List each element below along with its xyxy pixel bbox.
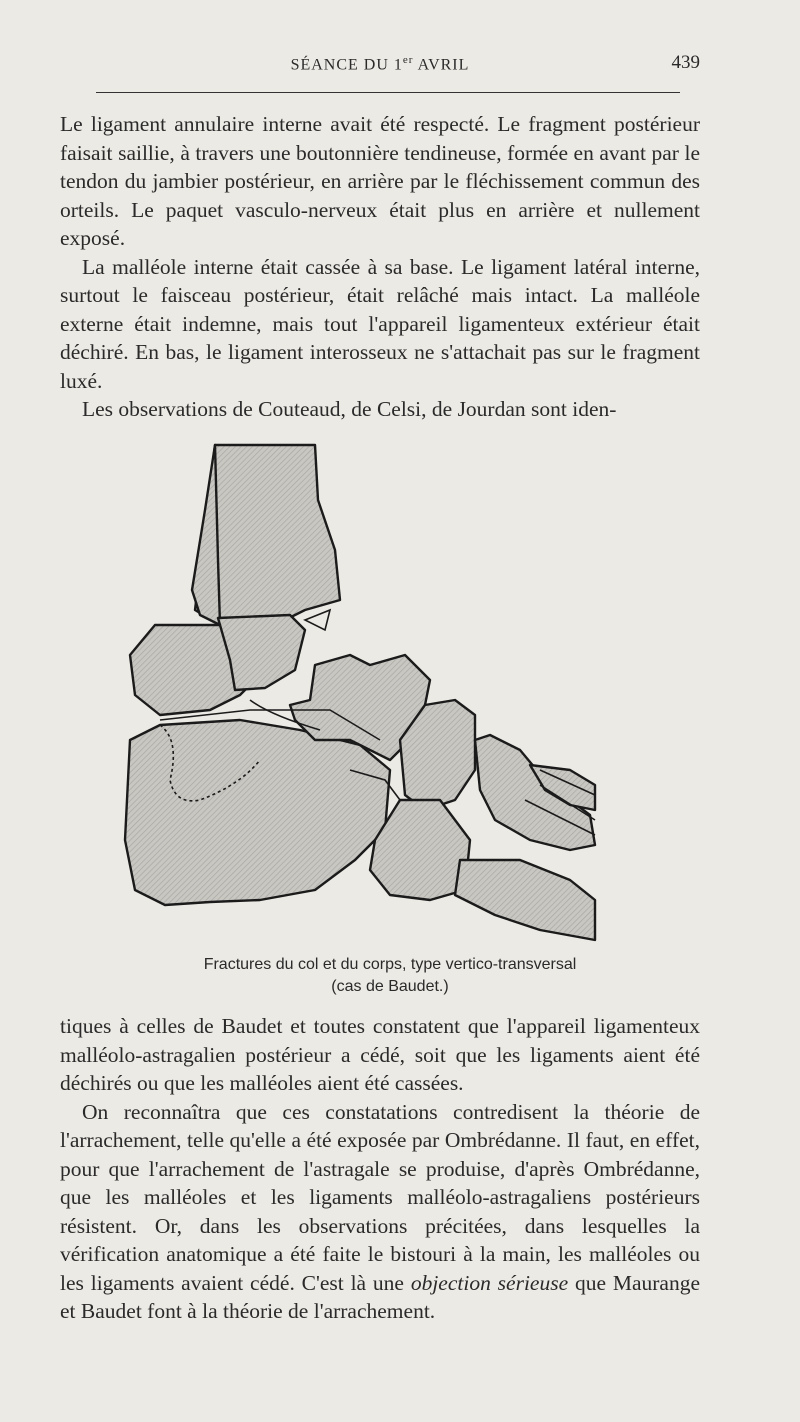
- paragraph: La malléole interne était cassée à sa base. Le ligament latéral interne, surtout le faisceau postérieur, était relâché mais intact. La malléole externe était indemne, mais tout l'appareil ligamenteux extérieur était déchiré. En bas, le ligament interosseux ne s'attachait pas sur le fragment luxé.: [60, 254, 700, 393]
- paragraph: [60, 1098, 700, 1326]
- paragraph: tiques à celles de Baudet et toutes constatent que l'appareil ligamenteux malléolo-astragalien postérieur a cédé, soit que les ligaments aient été déchirés ou que les malléoles aient été cassées.: [60, 1014, 700, 1095]
- caption-line: Fractures du col et du corps, type vertico-transversal: [203, 956, 577, 973]
- italic-phrase: objection sérieuse: [410, 1270, 569, 1295]
- ankle-fracture-illustration: [100, 440, 620, 950]
- paragraph: Les observations de Couteaud, de Celsi, de Jourdan sont iden-: [82, 397, 617, 421]
- metatarsal-bone: [455, 860, 595, 940]
- page-header: [60, 48, 700, 78]
- running-head: [60, 54, 700, 74]
- text-block-top: [60, 110, 700, 424]
- fibula-bone: [192, 445, 220, 625]
- caption-line: (cas de Baudet.): [331, 978, 449, 995]
- paragraph-text: On reconnaîtra que ces constatations contredisent la théorie de l'arrachement, telle qu'elle a été exposée par Ombrédanne. Il faut, en effet, pour que l'arrachement de l'astragale se produise, d'après Ombrédanne, que les malléoles et les ligaments malléolo-astragaliens postérieurs résistent. Or, dans les observations précitées, dans lesquelles la vérification anatomique a été faite le bistouri à la main, les malléoles ou les ligaments avaient cédé. C'est là une: [60, 1099, 700, 1295]
- paragraph-text: que Maurange et Baudet font à la théorie de l'arrachement.: [60, 1270, 700, 1323]
- text-block-bottom: [60, 1012, 700, 1326]
- page-number: 439: [671, 52, 700, 73]
- calcaneus-bone: [125, 720, 390, 905]
- header-rule: [96, 92, 680, 93]
- running-head-suffix: AVRIL: [413, 56, 470, 74]
- figure-caption: [60, 954, 720, 998]
- running-head-prefix: SÉANCE DU 1: [290, 56, 403, 74]
- running-head-superscript: er: [402, 54, 414, 66]
- paragraph: Le ligament annulaire interne avait été respecté. Le fragment postérieur faisait saillie, à travers une boutonnière tendineuse, formée en avant par le tendon du jambier postérieur, en arrière par le fléchissement commun des orteils. Le paquet vasculo-nerveux était plus en arrière et nullement exposé.: [60, 112, 700, 250]
